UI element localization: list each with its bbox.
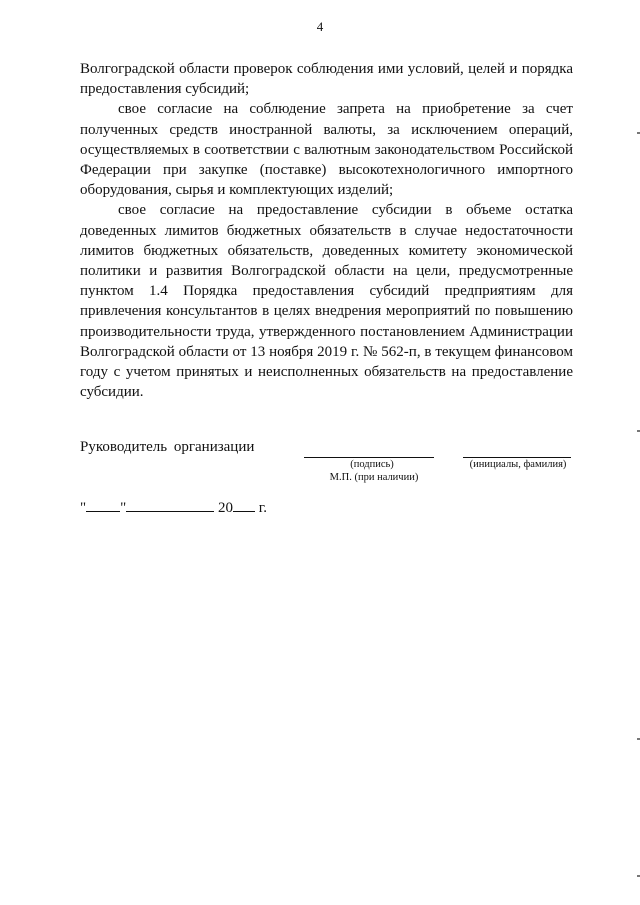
date-month-field[interactable]	[126, 499, 214, 512]
signature-label: Руководитель организации	[80, 439, 255, 455]
date-row	[80, 499, 267, 517]
name-caption: (инициалы, фамилия)	[469, 459, 567, 470]
paragraph-currency-consent: свое согласие на соблюдение запрета на приобретение за счет полученных средств иностранной валюты, за исключением операций, осуществляемых в соответствии с валютным законодательством Российской Федерации при закупке (поставке) высокотехнологичного импортного оборудования, сырья и комплектующих изделий;	[80, 101, 573, 199]
signature-caption: (подпись)	[350, 459, 394, 470]
paragraph-subsidy-consent: свое согласие на предоставление субсидии в объеме остатка доведенных лимитов бюджетных обязательств в случае недостаточности лимитов бюджетных обязательств, доведенных комитету экономической политики и развития Волгоградской области на цели, предусмотренные пунктом 1.4 Порядка предоставления субсидий предприятиям для привлечения консультантов в целях внедрения мероприятий по повышению производительности труда, утвержденного постановлением Администрации Волгоградской области от 13 ноября 2019 г. № 562-п, в текущем финансовом году с учетом принятых и неисполненных обязательств на предоставление субсидии.	[80, 202, 573, 401]
date-year-suffix: г.	[258, 500, 267, 516]
stamp-caption: М.П. (при наличии)	[329, 472, 419, 483]
paragraph-continuation: Волгоградской области проверок соблюдения ими условий, целей и порядка предоставления субсидий;	[80, 61, 573, 98]
page-number: 4	[316, 19, 324, 34]
date-day-field[interactable]	[86, 499, 120, 512]
date-year-prefix: 20	[218, 500, 233, 516]
body-text	[80, 59, 573, 402]
date-year-field[interactable]	[233, 499, 255, 512]
date-quote-open: "	[80, 500, 87, 516]
date-quote-close: "	[120, 500, 127, 516]
